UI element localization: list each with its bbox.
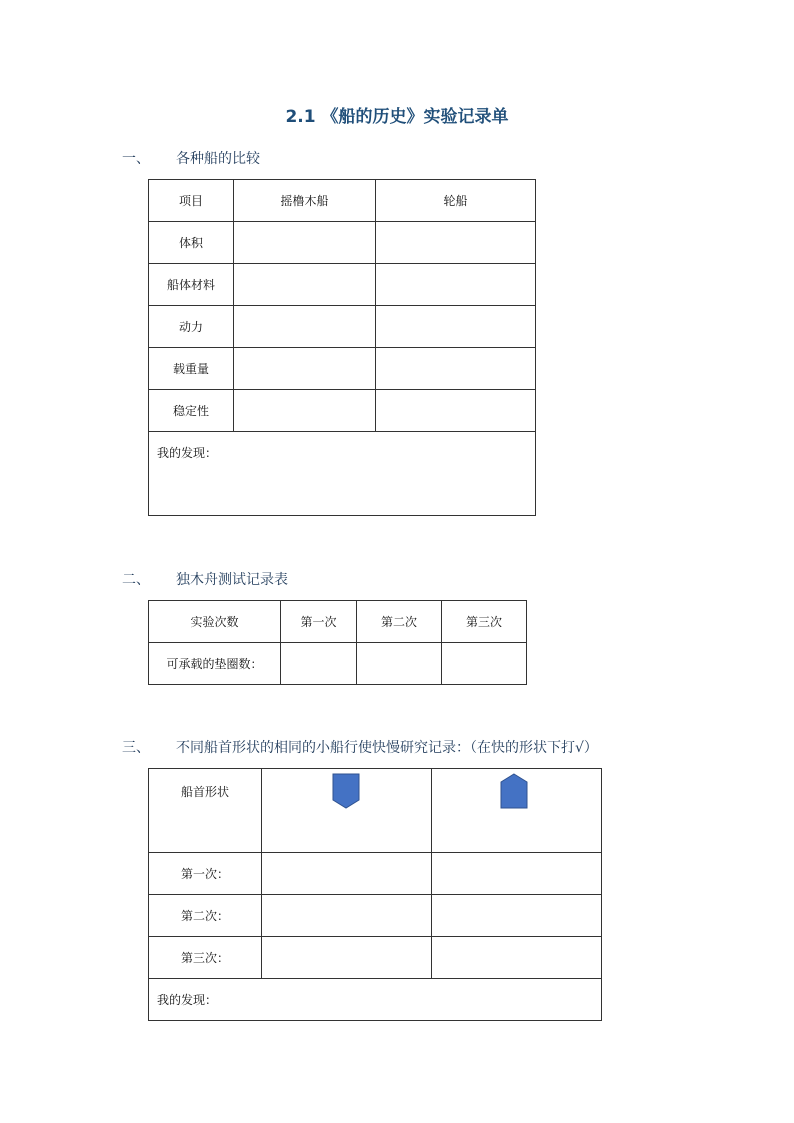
shape-cell-1[interactable]: [262, 769, 432, 853]
canoe-test-table: [148, 600, 527, 685]
cell-second-washers[interactable]: [357, 643, 442, 685]
table-row: [149, 264, 536, 306]
row-label-volume: 体积: [149, 222, 234, 264]
table-row: [149, 306, 536, 348]
table-row: [149, 937, 602, 979]
row-label-washers: 可承载的垫圈数：: [149, 643, 281, 685]
cell-steamship-stability[interactable]: [376, 390, 536, 432]
cell-shape2-first[interactable]: [432, 853, 602, 895]
section3-finding-label[interactable]: 我的发现：: [149, 979, 602, 1021]
table-header-row: [149, 180, 536, 222]
header-first: 第一次: [281, 601, 357, 643]
table-header-row: [149, 601, 527, 643]
cell-shape1-second[interactable]: [262, 895, 432, 937]
shape-label: 船首形状: [149, 769, 262, 853]
cell-shape1-first[interactable]: [262, 853, 432, 895]
table-row: [149, 895, 602, 937]
shape-cell-2[interactable]: [432, 769, 602, 853]
table-row: [149, 348, 536, 390]
cell-shape1-third[interactable]: [262, 937, 432, 979]
cell-steamship-power[interactable]: [376, 306, 536, 348]
pointed-top-pentagon-icon: [500, 773, 528, 809]
row-label-material: 船体材料: [149, 264, 234, 306]
section3-number: 三、: [122, 740, 150, 756]
table-row: [149, 853, 602, 895]
cell-shape2-second[interactable]: [432, 895, 602, 937]
table-row: [149, 643, 527, 685]
table-row: [149, 390, 536, 432]
section2-number: 二、: [122, 572, 150, 588]
cell-rowing-stability[interactable]: [234, 390, 376, 432]
header-third: 第三次: [442, 601, 527, 643]
section3-heading: [122, 737, 598, 757]
cell-rowing-load[interactable]: [234, 348, 376, 390]
section2-title: 独木舟测试记录表: [176, 572, 288, 588]
cell-rowing-material[interactable]: [234, 264, 376, 306]
cell-shape2-third[interactable]: [432, 937, 602, 979]
bow-shape-table: [148, 768, 602, 1021]
row-label-second: 第二次：: [149, 895, 262, 937]
table-row: [149, 222, 536, 264]
section1-title: 各种船的比较: [176, 151, 260, 167]
cell-first-washers[interactable]: [281, 643, 357, 685]
cell-steamship-load[interactable]: [376, 348, 536, 390]
cell-third-washers[interactable]: [442, 643, 527, 685]
section3-title: 不同船首形状的相同的小船行使快慢研究记录：（在快的形状下打√）: [176, 740, 598, 756]
header-trial-count: 实验次数: [149, 601, 281, 643]
cell-rowing-volume[interactable]: [234, 222, 376, 264]
shape-row: [149, 769, 602, 853]
row-label-stability: 稳定性: [149, 390, 234, 432]
header-rowing-boat: 摇橹木船: [234, 180, 376, 222]
section1-finding-label[interactable]: 我的发现：: [149, 432, 536, 516]
page-title: 2.1 《船的历史》实验记录单: [285, 107, 509, 127]
cell-steamship-material[interactable]: [376, 264, 536, 306]
header-steamship: 轮船: [376, 180, 536, 222]
row-label-third: 第三次：: [149, 937, 262, 979]
finding-row: [149, 979, 602, 1021]
pointed-bottom-pentagon-icon: [332, 773, 360, 809]
row-label-load: 载重量: [149, 348, 234, 390]
row-label-power: 动力: [149, 306, 234, 348]
ship-comparison-table: [148, 179, 536, 516]
section1-number: 一、: [122, 151, 150, 167]
cell-steamship-volume[interactable]: [376, 222, 536, 264]
finding-row: [149, 432, 536, 516]
header-item: 项目: [149, 180, 234, 222]
section2-heading: [122, 569, 288, 589]
row-label-first: 第一次：: [149, 853, 262, 895]
section1-heading: [122, 148, 260, 168]
header-second: 第二次: [357, 601, 442, 643]
cell-rowing-power[interactable]: [234, 306, 376, 348]
